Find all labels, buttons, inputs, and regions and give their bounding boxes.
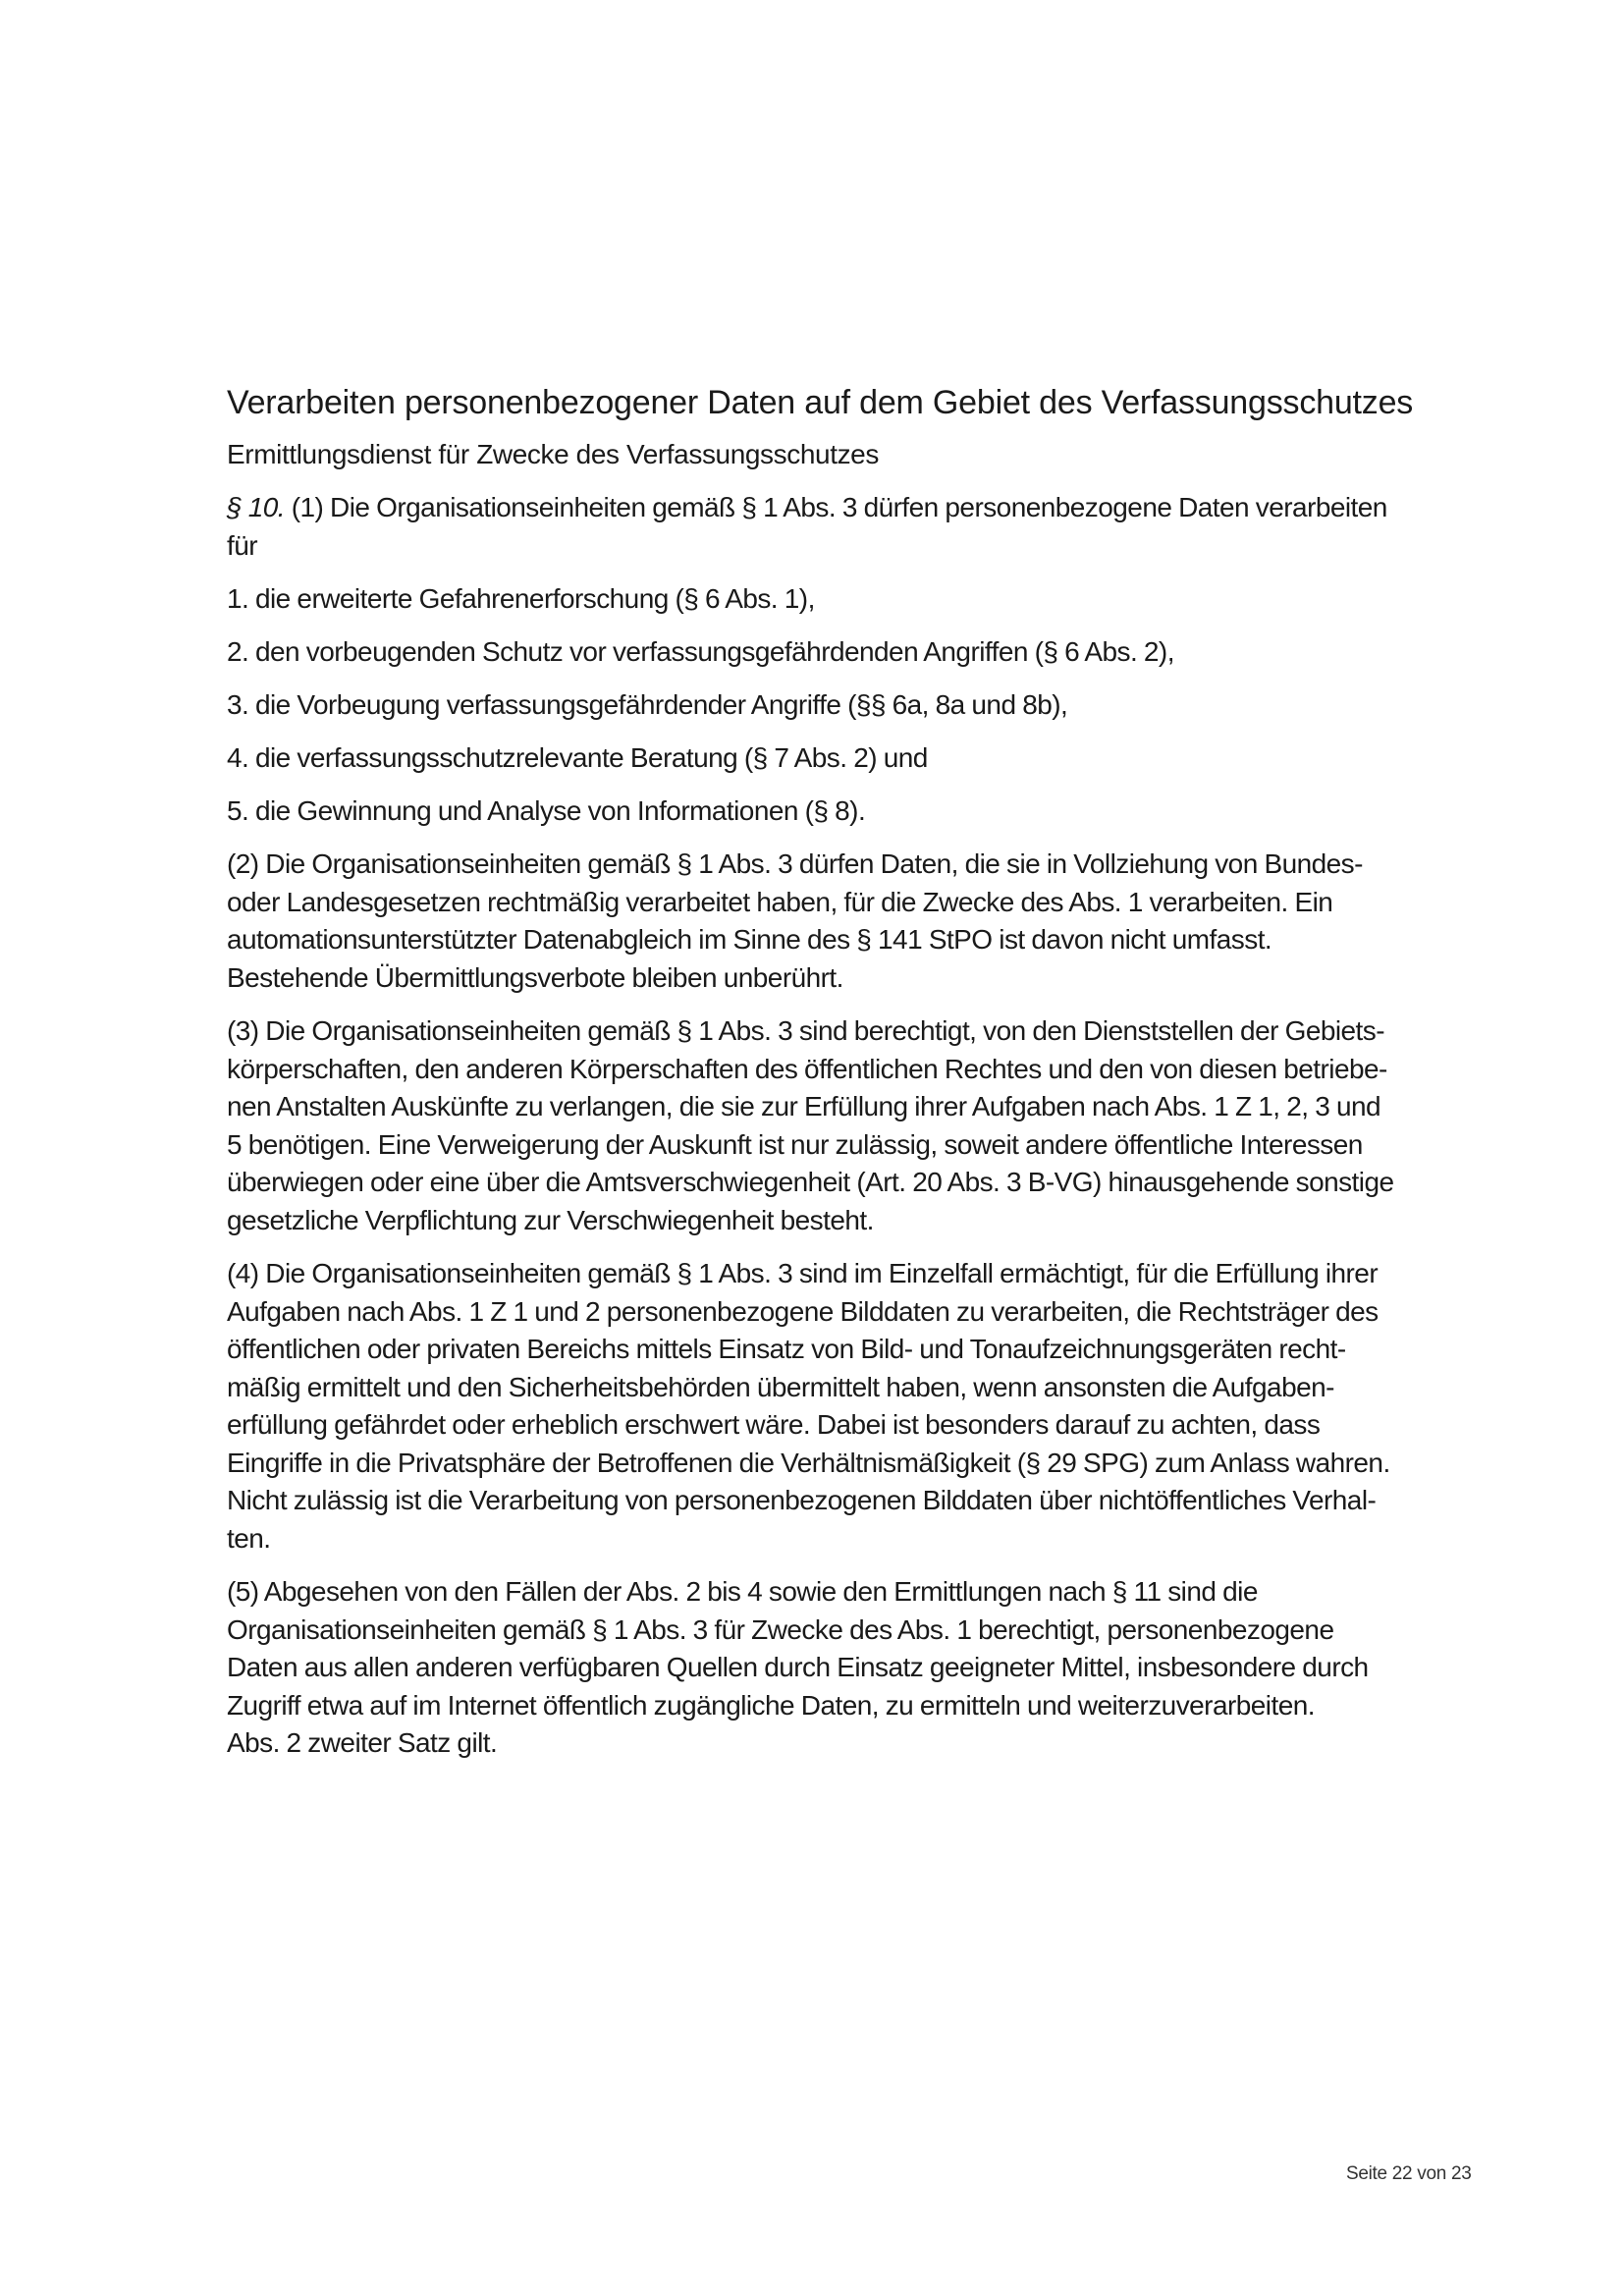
paragraph-line: 5 benötigen. Eine Verweigerung der Auskunft ist nur zulässig, soweit andere öffentliche Interessen xyxy=(227,1128,1363,1160)
paragraph-line: erfüllung gefährdet oder erheblich erschwert wäre. Dabei ist besonders darauf zu achten, dass xyxy=(227,1409,1321,1440)
intro-line-2: für xyxy=(227,529,258,561)
list-item: 1. die erweiterte Gefahrenerforschung (§ 6 Abs. 1), xyxy=(227,583,815,614)
paragraph-line: oder Landesgesetzen rechtmäßig verarbeitet haben, für die Zwecke des Abs. 1 verarbeiten. Ein xyxy=(227,886,1333,917)
paragraph-line: Zugriff etwa auf im Internet öffentlich zugängliche Daten, zu ermitteln und weiterzuverarbeiten. xyxy=(227,1689,1315,1721)
paragraph-line: ten. xyxy=(227,1522,271,1554)
paragraph-5 xyxy=(227,1573,1503,1763)
paragraph-line: nen Anstalten Auskünfte zu verlangen, die sie zur Erfüllung ihrer Aufgaben nach Abs. 1 Z 1, 2, 3 und xyxy=(227,1091,1381,1121)
paragraph-line: Eingriffe in die Privatsphäre der Betroffenen die Verhältnismäßigkeit (§ 29 SPG) zum Anlass wahren. xyxy=(227,1447,1390,1478)
list-item: 5. die Gewinnung und Analyse von Informationen (§ 8). xyxy=(227,795,866,826)
paragraph-line: Bestehende Übermittlungsverbote bleiben unberührt. xyxy=(227,961,843,993)
paragraph-2 xyxy=(227,846,1503,997)
paragraph-4 xyxy=(227,1255,1503,1558)
paragraph-line: (5) Abgesehen von den Fällen der Abs. 2 bis 4 sowie den Ermittlungen nach § 11 sind die xyxy=(227,1576,1258,1607)
paragraph-1-intro xyxy=(227,489,1503,565)
intro-line-1 xyxy=(227,489,1503,527)
paragraph-3 xyxy=(227,1012,1503,1239)
paragraph-line: (4) Die Organisationseinheiten gemäß § 1 Abs. 3 sind im Einzelfall ermächtigt, für die Erfüllung ihrer xyxy=(227,1258,1379,1288)
paragraph-line: gesetzliche Verpflichtung zur Verschwiegenheit besteht. xyxy=(227,1204,874,1235)
paragraph-line: überwiegen oder eine über die Amtsverschwiegenheit (Art. 20 Abs. 3 B-VG) hinausgehende sonstige xyxy=(227,1167,1394,1197)
paragraph-line: Abs. 2 zweiter Satz gilt. xyxy=(227,1727,498,1758)
paragraph-line: automationsunterstützter Datenabgleich im Sinne des § 141 StPO ist davon nicht umfasst. xyxy=(227,924,1272,955)
list-item: 2. den vorbeugenden Schutz vor verfassungsgefährdenden Angriffen (§ 6 Abs. 2), xyxy=(227,636,1174,667)
paragraph-line: mäßig ermittelt und den Sicherheitsbehörden übermittelt haben, wenn ansonsten die Aufgaben- xyxy=(227,1371,1334,1402)
section-heading: Verarbeiten personenbezogener Daten auf dem Gebiet des Verfassungsschutzes xyxy=(227,384,1414,421)
paragraph-line: öffentlichen oder privaten Bereichs mittels Einsatz von Bild- und Tonaufzeichnungsgeräten recht- xyxy=(227,1334,1346,1364)
paragraph-line: körperschaften, den anderen Körperschaften des öffentlichen Rechtes und den von diesen betriebe- xyxy=(227,1053,1387,1084)
paragraph-line: (2) Die Organisationseinheiten gemäß § 1 Abs. 3 dürfen Daten, die sie in Vollziehung von Bundes- xyxy=(227,848,1363,879)
intro-text: (1) Die Organisationseinheiten gemäß § 1 Abs. 3 dürfen personenbezogene Daten verarbeiten xyxy=(285,492,1387,522)
paragraph-line: Aufgaben nach Abs. 1 Z 1 und 2 personenbezogene Bilddaten zu verarbeiten, die Rechtsträger des xyxy=(227,1295,1379,1327)
list-item: 4. die verfassungsschutzrelevante Beratung (§ 7 Abs. 2) und xyxy=(227,742,928,773)
section-marker: § 10. xyxy=(227,492,286,522)
paragraph-line: (3) Die Organisationseinheiten gemäß § 1 Abs. 3 sind berechtigt, von den Dienststellen der Gebiets- xyxy=(227,1015,1385,1046)
list-item: 3. die Vorbeugung verfassungsgefährdender Angriffe (§§ 6a, 8a und 8b), xyxy=(227,689,1068,720)
paragraph-line: Nicht zulässig ist die Verarbeitung von personenbezogenen Bilddaten über nichtöffentliches Verhal- xyxy=(227,1485,1377,1515)
page-number: Seite 22 von 23 xyxy=(1346,2163,1472,2184)
section-subheading: Ermittlungsdienst für Zwecke des Verfassungsschutzes xyxy=(227,439,879,469)
paragraph-line: Organisationseinheiten gemäß § 1 Abs. 3 für Zwecke des Abs. 1 berechtigt, personenbezogene xyxy=(227,1613,1334,1645)
paragraph-line: Daten aus allen anderen verfügbaren Quellen durch Einsatz geeigneter Mittel, insbesondere durch xyxy=(227,1652,1369,1682)
document-body xyxy=(227,381,1503,1778)
